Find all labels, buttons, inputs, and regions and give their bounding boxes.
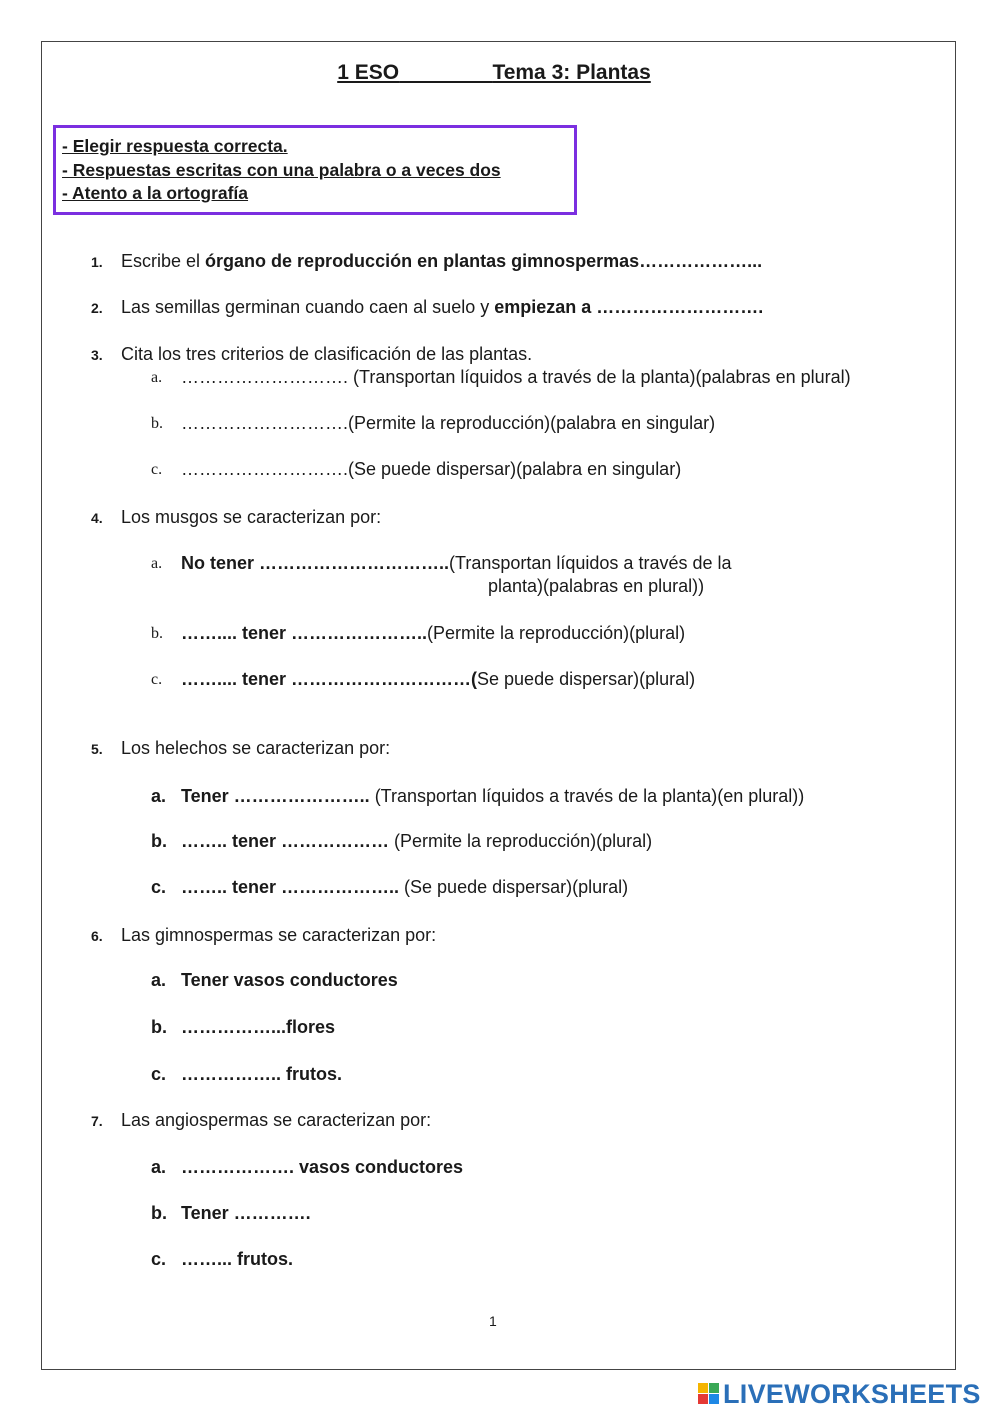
question-2-text: Las semillas germinan cuando caen al suelo y [121, 297, 495, 317]
course-label: 1 ESO [337, 61, 400, 84]
brand-name: LIVEWORKSHEETS [723, 1378, 981, 1409]
question-5a-text: (Transportan líquidos a través de la planta)(en plural)) [369, 786, 805, 806]
question-3-text: Cita los tres criterios de clasificación de las plantas. [121, 344, 533, 364]
question-7a-bold: ………………. vasos conductores [181, 1157, 464, 1177]
question-6c [181, 1064, 342, 1085]
question-5c [181, 877, 628, 898]
logo-square-green [709, 1383, 719, 1393]
question-4a-continuation: planta)(palabras en plural)) [488, 576, 705, 596]
question-7a [181, 1157, 463, 1178]
question-3a-letter: a. [151, 369, 163, 386]
question-7b-letter: b. [151, 1203, 167, 1223]
logo-square-blue [709, 1394, 719, 1404]
question-3c-letter: c. [151, 461, 163, 478]
question-3b-text: ……………………….(Permite la reproducción)(palabra en singular) [181, 413, 716, 433]
question-4b-bold: …….... tener ………………….. [181, 623, 428, 643]
question-3b-letter: b. [151, 415, 163, 432]
question-5b-text: (Permite la reproducción)(plural) [389, 831, 653, 851]
question-7a-letter: a. [151, 1157, 167, 1177]
question-3a-text: ………………………. (Transportan líquidos a través de la planta)(palabras en plural) [181, 367, 851, 387]
question-6b-letter: b. [151, 1017, 167, 1037]
question-2-number: 2. [91, 300, 103, 316]
question-2 [121, 297, 763, 318]
question-4-text: Los musgos se caracterizan por: [121, 507, 382, 527]
question-4a [181, 553, 732, 574]
question-6a [181, 970, 398, 991]
question-7-number: 7. [91, 1113, 103, 1129]
instructions-box [53, 125, 577, 215]
question-5c-text: (Se puede dispersar)(plural) [399, 877, 629, 897]
question-7b [181, 1203, 311, 1224]
question-4c-text: Se puede dispersar)(plural) [477, 669, 696, 689]
question-4a-letter: a. [151, 555, 163, 572]
page-number: 1 [489, 1313, 497, 1329]
topic-label: Tema 3: Plantas [492, 61, 651, 84]
question-5a-letter: a. [151, 786, 167, 806]
question-6-text: Las gimnospermas se caracterizan por: [121, 925, 437, 945]
question-7b-bold: Tener …………. [181, 1203, 311, 1223]
question-4a-text: (Transportan líquidos a través de la [449, 553, 732, 573]
question-4c [181, 669, 695, 690]
question-4c-letter: c. [151, 671, 163, 688]
page-title [0, 61, 988, 85]
question-4-number: 4. [91, 510, 103, 526]
question-5b-bold: …….. tener ……………… [181, 831, 390, 851]
instruction-3: - Atento a la ortografía [62, 183, 249, 203]
question-3c-text: ……………………….(Se puede dispersar)(palabra en singular) [181, 459, 682, 479]
question-6-number: 6. [91, 928, 103, 944]
question-6b-bold: ……………...flores [181, 1017, 336, 1037]
question-4c-bold: …….... tener …………………………( [181, 669, 478, 689]
instruction-1: - Elegir respuesta correcta. [62, 136, 288, 156]
question-5-text: Los helechos se caracterizan por: [121, 738, 391, 758]
question-6a-letter: a. [151, 970, 167, 990]
liveworksheets-logo-icon [698, 1383, 720, 1405]
page-frame [41, 41, 956, 1370]
question-5c-bold: …….. tener ……………….. [181, 877, 400, 897]
question-1-number: 1. [91, 254, 103, 270]
question-4b-letter: b. [151, 625, 163, 642]
question-6c-bold: …………….. frutos. [181, 1064, 342, 1084]
question-2-bold: empiezan a ………………………. [494, 297, 764, 317]
question-6b [181, 1017, 335, 1038]
question-4b-text: (Permite la reproducción)(plural) [427, 623, 686, 643]
logo-square-yellow [698, 1383, 708, 1393]
question-5b-letter: b. [151, 831, 167, 851]
question-3-number: 3. [91, 347, 103, 363]
question-4a-bold: No tener ………………………….. [181, 553, 450, 573]
question-7-text: Las angiospermas se caracterizan por: [121, 1110, 432, 1130]
question-5-number: 5. [91, 741, 103, 757]
title-gap [399, 61, 492, 84]
question-1 [121, 251, 762, 272]
question-5a-bold: Tener ………………….. [181, 786, 370, 806]
question-1-bold: órgano de reproducción en plantas gimnospermas………………... [205, 251, 763, 271]
question-7c-letter: c. [151, 1249, 167, 1269]
question-5a [181, 786, 804, 807]
question-5c-letter: c. [151, 877, 167, 897]
question-5b [181, 831, 652, 852]
question-1-text: Escribe el [121, 251, 206, 271]
question-7c [181, 1249, 293, 1270]
logo-square-red [698, 1394, 708, 1404]
question-6c-letter: c. [151, 1064, 167, 1084]
question-6a-bold: Tener vasos conductores [181, 970, 398, 990]
question-4b [181, 623, 685, 644]
liveworksheets-brand[interactable] [698, 1380, 981, 1408]
question-7c-bold: ……... frutos. [181, 1249, 293, 1269]
instruction-2: - Respuestas escritas con una palabra o a veces dos [62, 159, 501, 180]
